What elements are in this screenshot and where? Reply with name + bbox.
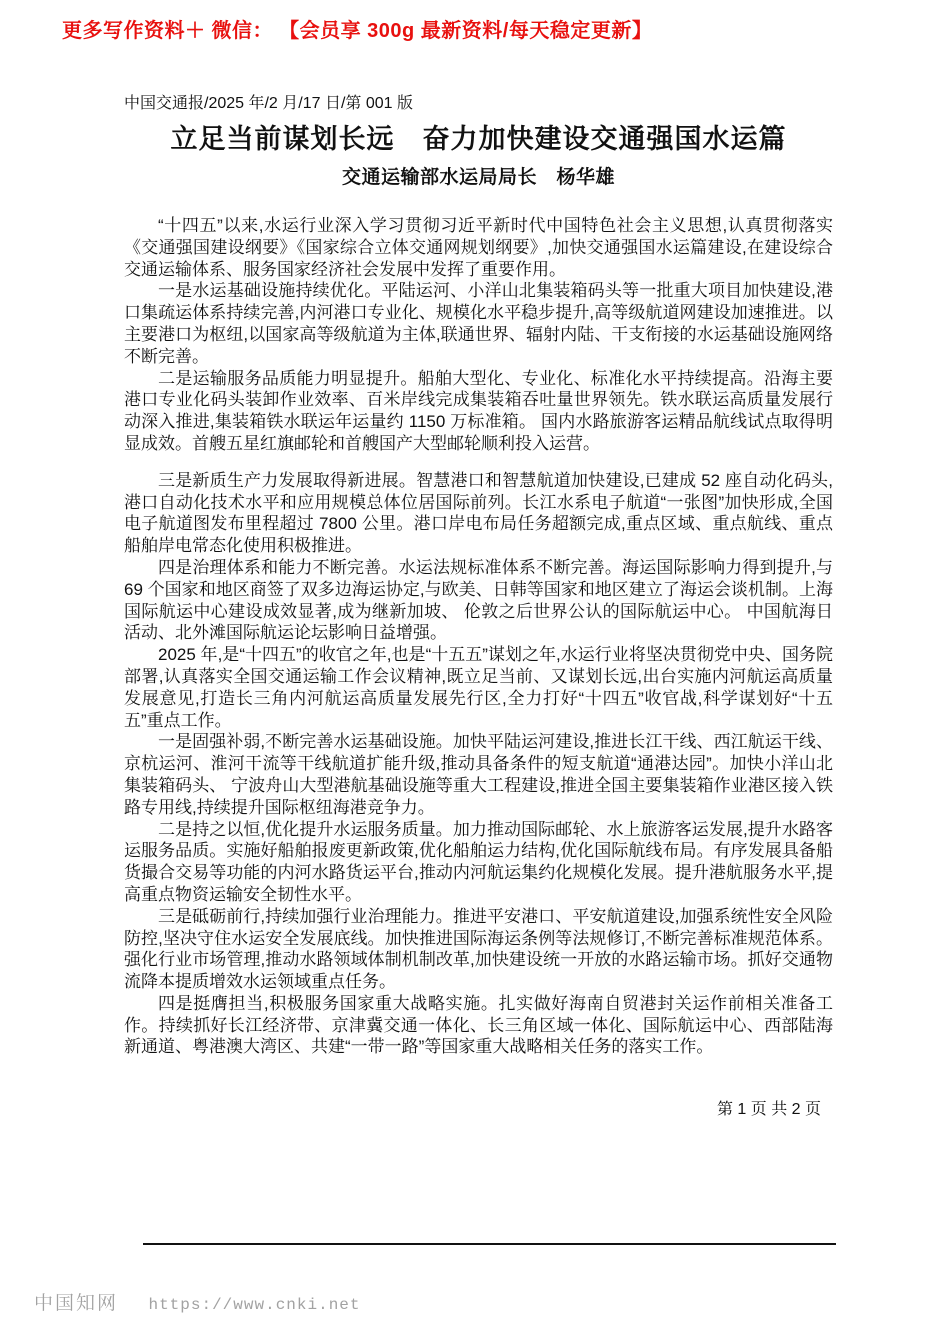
article-paragraph: 四是挺膺担当,积极服务国家重大战略实施。扎实做好海南自贸港封关运作前相关准备工作。持续抓好长江经济带、京津冀交通一体化、长三角区域一体化、国际航运中心、西部陆海新通道、粤港澳大湾区、共建“一带一路”等国家重大战略相关任务的落实工作。	[124, 993, 833, 1057]
promo-banner: 更多写作资料＋ 微信： 【会员享 300g 最新资料/每天稳定更新】	[62, 20, 653, 42]
article-paragraph: 四是治理体系和能力不断完善。水运法规标准体系不断完善。海运国际影响力得到提升,与 69 个国家和地区商签了双多边海运协定,与欧美、日韩等国家和地区建立了海运会谈机制。上海国际航运中心建设成效显著,成为继新加坡、 伦敦之后世界公认的国际航运中心。 中国航海日活动、北外滩国际航运论坛影响日益增强。	[124, 557, 833, 643]
article-paragraph: 三是新质生产力发展取得新进展。智慧港口和智慧航道加快建设,已建成 52 座自动化码头,港口自动化技术水平和应用规模总体位居国际前列。长江水系电子航道“一张图”加快形成,全国电子航道图发布里程超过 7800 公里。港口岸电布局任务超额完成,重点区域、重点航线、重点船舶岸电常态化使用积极推进。	[124, 470, 833, 556]
article-content	[124, 90, 833, 1119]
article-body	[124, 215, 833, 1058]
article-paragraph: 三是砥砺前行,持续加强行业治理能力。推进平安港口、平安航道建设,加强系统性安全风险防控,坚决守住水运安全发展底线。加快推进国际海运条例等法规修订,不断完善标准规范体系。强化行业市场管理,推动水路领域体制机制改革,加快建设统一开放的水路运输市场。抓好交通物流降本提质增效水运领域重点任务。	[124, 906, 833, 992]
article-paragraph: 一是水运基础设施持续优化。平陆运河、小洋山北集装箱码头等一批重大项目加快建设,港口集疏运体系持续完善,内河港口专业化、规模化水平稳步提升,高等级航道网建设加速推进。以主要港口为枢纽,以国家高等级航道为主体,联通世界、辐射内陆、干支衔接的水运基础设施网络不断完善。	[124, 281, 833, 366]
article-paragraph: 二是持之以恒,优化提升水运服务质量。加力推动国际邮轮、水上旅游客运发展,提升水路客运服务品质。实施好船舶报废更新政策,优化船舶运力结构,优化国际航线布局。有序发展具备船货撮合交易等功能的内河水路货运平台,推动内河航运集约化规模化发展。提升港航服务水平,提高重点物资运输安全韧性水平。	[124, 819, 833, 904]
article-source-line: 中国交通报/2025 年/2 月/17 日/第 001 版	[124, 95, 413, 112]
footer-divider	[143, 1243, 836, 1245]
article-paragraph: 一是固强补弱,不断完善水运基础设施。加快平陆运河建设,推进长江干线、西江航运干线、京杭运河、淮河干流等干线航道扩能升级,推动具备条件的短支航道“通港达园”。加快小洋山北集装箱码头、 宁波舟山大型港航基础设施等重大工程建设,推进全国主要集装箱作业港区接入铁路专用线,持续提升国际枢纽海港竞争力。	[124, 732, 833, 817]
article-author: 交通运输部水运局局长 杨华雄	[341, 167, 615, 188]
article-paragraph: “十四五”以来,水运行业深入学习贯彻习近平新时代中国特色社会主义思想,认真贯彻落实《交通强国建设纲要》《国家综合立体交通网规划纲要》,加快交通强国水运篇建设,在建设综合交通运输体系、服务国家经济社会发展中发挥了重要作用。	[124, 216, 833, 279]
article-title: 立足当前谋划长远 奋力加快建设交通强国水运篇	[170, 124, 787, 154]
footer-watermark	[34, 1288, 361, 1315]
page-indicator: 第 1 页 共 2 页	[716, 1101, 821, 1119]
cnki-url: https://www.cnki.net	[148, 1296, 361, 1314]
article-paragraph: 2025 年,是“十四五”的收官之年,也是“十五五”谋划之年,水运行业将坚决贯彻党中央、国务院部署,认真落实全国交通运输工作会议精神,既立足当前、又谋划长远,出台实施内河航运高质量发展意见,打造长三角内河航运高质量发展先行区,全力打好“十四五”收官战,科学谋划好“十五五”重点工作。	[124, 645, 833, 730]
cnki-logo-text: 中国知网	[34, 1293, 119, 1314]
article-paragraph: 二是运输服务品质能力明显提升。船舶大型化、专业化、标准化水平持续提高。沿海主要港口专业化码头装卸作业效率、百米岸线完成集装箱吞吐量世界领先。铁水联运高质量发展行动深入推进,集装箱铁水联运年运量约 1150 万标准箱。 国内水路旅游客运精品航线试点取得明显成效。首艘五星红旗邮轮和首艘国产大型邮轮顺利投入运营。	[124, 368, 833, 453]
